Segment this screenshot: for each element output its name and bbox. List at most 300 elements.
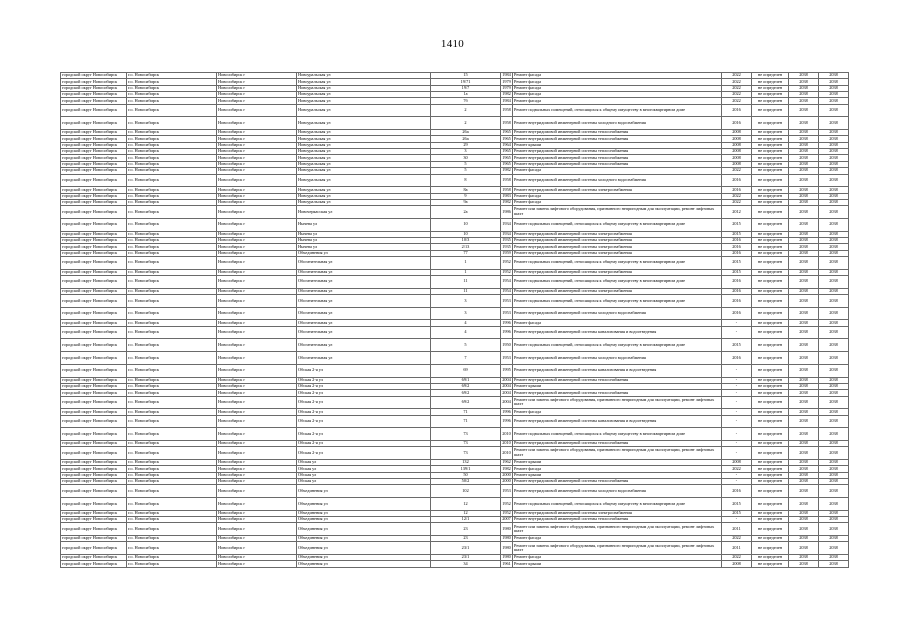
cell-settlement: Новосибирск г <box>217 320 297 326</box>
cell-build-year: 1983 <box>502 193 511 198</box>
cell-planned-end-year: 2038 <box>819 104 849 117</box>
cell-street: Обская 2-я ул <box>297 415 431 428</box>
cell-municipal-unit: г.о. Новосибирск <box>127 256 217 269</box>
cell-planned-end-year: 2038 <box>819 295 849 308</box>
cell-settlement: Новосибирск г <box>217 517 297 523</box>
cell-house-number: 23 <box>431 523 501 536</box>
cell-municipal-district: городской округ Новосибирск <box>61 383 127 389</box>
cell-planned-start-year: 2038 <box>789 390 819 396</box>
cell-house-number: 3 <box>431 149 501 155</box>
cell-municipal-unit: г.о. Новосибирск <box>127 92 217 98</box>
cell-house-number: 15 <box>431 73 501 79</box>
table-row <box>61 561 849 567</box>
cell-house-number: 10 <box>431 231 501 237</box>
cell-municipal-district: городской округ Новосибирск <box>61 561 127 567</box>
cell-settlement: Новосибирск г <box>217 428 297 441</box>
cell-last-repair-year: - <box>722 383 752 389</box>
cell-planned-start-year: 2038 <box>789 364 819 377</box>
cell-house-number: 5 <box>431 161 501 167</box>
cell-municipal-unit: г.о. Новосибирск <box>127 383 217 389</box>
cell-last-repair-year: 2016 <box>722 117 752 130</box>
cell-planned-start-year: 2038 <box>789 396 819 409</box>
cell-repair-work-type: Ремонт фасада <box>513 409 722 415</box>
cell-street: Объединения ул <box>297 542 431 555</box>
cell-settlement: Новосибирск г <box>217 161 297 167</box>
cell-planned-end-year: 2038 <box>819 428 849 441</box>
cell-settlement: Новосибирск г <box>217 250 297 256</box>
cell-repair-status: не определен <box>752 542 789 555</box>
cell-municipal-unit: г.о. Новосибирск <box>127 73 217 79</box>
cell-last-repair-year: 2022 <box>722 168 752 174</box>
cell-municipal-district: городской округ Новосибирск <box>61 130 127 136</box>
cell-build-year: 1982 <box>502 199 511 205</box>
cell-municipal-unit: г.о. Новосибирск <box>127 326 217 339</box>
cell-planned-end-year: 2038 <box>819 269 849 275</box>
cell-repair-work-type: Ремонт внутридомовой инженерной системы канализования и водоотведения <box>513 364 722 377</box>
cell-last-repair-year: 2015 <box>722 256 752 269</box>
cell-street: Новоуральская ул <box>297 161 431 167</box>
cell-street: Обская ул <box>297 479 431 485</box>
cell-settlement: Новосибирск г <box>217 383 297 389</box>
cell-repair-work-type: Ремонт внутридомовой инженерной системы теплоснабжения <box>513 390 722 396</box>
cell-build-year: 1964 <box>502 142 511 148</box>
cell-street: Новоуральская ул <box>297 104 431 117</box>
table-row <box>61 206 849 219</box>
cell-municipal-unit: г.о. Новосибирск <box>127 295 217 308</box>
cell-municipal-district: городской округ Новосибирск <box>61 174 127 187</box>
cell-repair-status: не определен <box>752 498 789 511</box>
cell-last-repair-year: 2015 <box>722 510 752 516</box>
cell-build-year: 1950 <box>501 339 513 352</box>
cell-planned-end-year: 2038 <box>819 288 849 294</box>
cell-planned-start-year: 2038 <box>789 320 819 326</box>
cell-repair-work-type: Ремонт внутридомовой инженерной системы электроснабжения <box>513 250 722 256</box>
cell-repair-work-type: Ремонт внутридомовой инженерной системы теплоснабжения <box>513 149 722 155</box>
cell-house-number: 69/2 <box>431 383 501 389</box>
table-row <box>61 307 849 320</box>
cell-build-year: 1984 <box>502 97 511 103</box>
cell-last-repair-year: 2015 <box>722 339 752 352</box>
cell-municipal-unit: г.о. Новосибирск <box>127 104 217 117</box>
cell-build-year: 2004 <box>502 377 511 382</box>
cell-municipal-unit: г.о. Новосибирск <box>127 174 217 187</box>
cell-build-year: 1954 <box>502 288 511 293</box>
cell-municipal-district: городской округ Новосибирск <box>61 447 127 460</box>
cell-build-year: 2000 <box>502 478 511 484</box>
cell-settlement: Новосибирск г <box>217 472 297 478</box>
cell-build-year: 1965 <box>502 148 511 154</box>
cell-house-number: 11 <box>431 276 501 289</box>
cell-build-year: 1965 <box>502 161 511 167</box>
cell-repair-work-type: Ремонт подвальных помещений, относящихся к общему имуществу в многоквартирном доме <box>513 218 722 231</box>
cell-house-number: 3 <box>431 307 501 320</box>
cell-repair-work-type: Ремонт внутридомовой инженерной системы электроснабжения <box>513 187 722 193</box>
cell-build-year: 2010 <box>502 440 511 446</box>
cell-planned-end-year: 2038 <box>819 199 849 205</box>
cell-build-year: 1959 <box>502 250 511 255</box>
cell-planned-end-year: 2038 <box>819 409 849 415</box>
cell-repair-status: не определен <box>752 104 789 117</box>
cell-last-repair-year: - <box>722 415 752 428</box>
cell-municipal-district: городской округ Новосибирск <box>61 536 127 542</box>
cell-build-year: 1953 <box>501 295 513 308</box>
cell-build-year: 1982 <box>502 167 511 173</box>
cell-build-year: 1996 <box>501 415 513 428</box>
cell-repair-work-type: Ремонт внутридомовой инженерной системы теплоснабжения <box>513 440 722 446</box>
cell-last-repair-year: 2016 <box>722 187 752 193</box>
cell-repair-work-type: Ремонт крыши <box>513 142 722 148</box>
cell-settlement: Новосибирск г <box>217 149 297 155</box>
cell-build-year: 1965 <box>502 154 511 160</box>
cell-municipal-district: городской округ Новосибирск <box>61 352 127 365</box>
cell-settlement: Новосибирск г <box>217 542 297 555</box>
cell-repair-status: не определен <box>752 352 789 365</box>
cell-planned-start-year: 2038 <box>789 85 819 91</box>
cell-settlement: Новосибирск г <box>217 276 297 289</box>
cell-house-number: 69 <box>431 364 501 377</box>
cell-repair-status: не определен <box>752 231 789 237</box>
table-row <box>61 339 849 352</box>
cell-planned-end-year: 2038 <box>819 339 849 352</box>
cell-planned-start-year: 2038 <box>789 307 819 320</box>
table-row <box>61 447 849 460</box>
cell-planned-start-year: 2038 <box>789 485 819 498</box>
cell-last-repair-year: - <box>722 472 752 478</box>
cell-house-number: 10/3 <box>431 237 501 243</box>
cell-repair-status: не определен <box>752 447 789 460</box>
cell-repair-status: не определен <box>752 364 789 377</box>
cell-municipal-unit: г.о. Новосибирск <box>127 390 217 396</box>
cell-house-number: 1а <box>431 92 501 98</box>
cell-repair-status: не определен <box>752 161 789 167</box>
cell-repair-status: не определен <box>752 92 789 98</box>
cell-last-repair-year: - <box>722 479 752 485</box>
cell-municipal-district: городской округ Новосибирск <box>61 199 127 205</box>
cell-repair-status: не определен <box>752 409 789 415</box>
cell-planned-end-year: 2038 <box>819 168 849 174</box>
cell-repair-status: не определен <box>752 130 789 136</box>
cell-street: Обская ул <box>297 466 431 472</box>
cell-settlement: Новосибирск г <box>217 193 297 199</box>
cell-house-number: 3 <box>431 295 501 308</box>
cell-build-year: 1980 <box>501 523 513 536</box>
cell-repair-work-type: Ремонт внутридомовой инженерной системы электроснабжения <box>513 231 722 237</box>
cell-municipal-unit: г.о. Новосибирск <box>127 307 217 320</box>
cell-street: Обская 2-я ул <box>297 409 431 415</box>
cell-planned-end-year: 2038 <box>819 149 849 155</box>
cell-repair-work-type: Ремонт внутридомовой инженерной системы теплоснабжения <box>513 130 722 136</box>
cell-last-repair-year: - <box>722 377 752 383</box>
cell-municipal-unit: г.о. Новосибирск <box>127 85 217 91</box>
cell-settlement: Новосибирск г <box>217 174 297 187</box>
cell-street: Новоуральская ул <box>297 142 431 148</box>
cell-planned-start-year: 2038 <box>789 256 819 269</box>
cell-last-repair-year: 2022 <box>722 466 752 472</box>
cell-build-year: 1952 <box>502 269 511 274</box>
cell-street: Новоуральская ул <box>297 193 431 199</box>
cell-build-year: 1995 <box>501 364 513 377</box>
cell-repair-work-type: Ремонт внутридомовой инженерной системы электроснабжения <box>513 244 722 250</box>
cell-municipal-district: городской округ Новосибирск <box>61 523 127 536</box>
cell-repair-status: не определен <box>752 149 789 155</box>
cell-municipal-district: городской округ Новосибирск <box>61 307 127 320</box>
cell-planned-end-year: 2038 <box>819 498 849 511</box>
cell-planned-start-year: 2038 <box>789 104 819 117</box>
cell-repair-status: не определен <box>752 523 789 536</box>
cell-repair-work-type: Ремонт внутридомовой инженерной системы теплоснабжения <box>513 479 722 485</box>
cell-last-repair-year: - <box>722 440 752 446</box>
cell-municipal-unit: г.о. Новосибирск <box>127 396 217 409</box>
cell-street: Новоуральская ул <box>297 79 431 85</box>
cell-repair-status: не определен <box>752 390 789 396</box>
cell-planned-start-year: 2038 <box>789 79 819 85</box>
cell-planned-end-year: 2038 <box>819 352 849 365</box>
cell-street: Обогатительная ул <box>297 269 431 275</box>
cell-last-repair-year: 2016 <box>722 244 752 250</box>
cell-house-number: 1 <box>431 256 501 269</box>
cell-last-repair-year: - <box>722 517 752 523</box>
cell-last-repair-year: 2022 <box>722 79 752 85</box>
cell-street: Новоуральская ул <box>297 130 431 136</box>
cell-settlement: Новосибирск г <box>217 218 297 231</box>
cell-house-number: 11 <box>431 288 501 294</box>
cell-house-number: 9 <box>431 193 501 199</box>
cell-last-repair-year: 2022 <box>722 98 752 104</box>
cell-street: Новоуральская ул <box>297 92 431 98</box>
cell-house-number: 50/2 <box>431 479 501 485</box>
cell-settlement: Новосибирск г <box>217 555 297 561</box>
cell-build-year: 1996 <box>501 326 513 339</box>
cell-planned-end-year: 2038 <box>819 130 849 136</box>
cell-repair-status: не определен <box>752 555 789 561</box>
cell-settlement: Новосибирск г <box>217 561 297 567</box>
cell-last-repair-year: 2011 <box>722 523 752 536</box>
cell-repair-status: не определен <box>752 218 789 231</box>
cell-planned-start-year: 2038 <box>789 73 819 79</box>
cell-street: Обская 2-я ул <box>297 447 431 460</box>
cell-street: Новоуральская ул <box>297 136 431 142</box>
cell-build-year: 1965 <box>502 135 511 141</box>
cell-repair-work-type: Ремонт фасада <box>513 320 722 326</box>
cell-planned-end-year: 2038 <box>819 79 849 85</box>
cell-house-number: 19/7 <box>431 85 501 91</box>
cell-house-number: 26а <box>431 130 501 136</box>
cell-planned-end-year: 2038 <box>819 193 849 199</box>
cell-planned-start-year: 2038 <box>789 130 819 136</box>
cell-settlement: Новосибирск г <box>217 288 297 294</box>
cell-house-number: 1 <box>431 269 501 275</box>
cell-build-year: 2004 <box>502 383 511 389</box>
cell-house-number: 73 <box>431 447 501 460</box>
cell-build-year: 1982 <box>502 91 511 97</box>
cell-municipal-district: городской округ Новосибирск <box>61 364 127 377</box>
cell-settlement: Новосибирск г <box>217 326 297 339</box>
cell-settlement: Новосибирск г <box>217 136 297 142</box>
cell-municipal-district: городской округ Новосибирск <box>61 206 127 219</box>
cell-house-number: 4 <box>431 320 501 326</box>
cell-settlement: Новосибирск г <box>217 79 297 85</box>
cell-municipal-district: городской округ Новосибирск <box>61 396 127 409</box>
cell-build-year: 1979 <box>502 85 511 90</box>
table-row <box>61 485 849 498</box>
cell-planned-start-year: 2038 <box>789 409 819 415</box>
cell-house-number: 26а <box>431 136 501 142</box>
cell-municipal-unit: г.о. Новосибирск <box>127 555 217 561</box>
cell-repair-status: не определен <box>752 276 789 289</box>
cell-municipal-district: городской округ Новосибирск <box>61 155 127 161</box>
table-row <box>61 276 849 289</box>
cell-house-number: 2/13 <box>431 244 501 250</box>
cell-planned-start-year: 2038 <box>789 326 819 339</box>
cell-house-number: 73 <box>431 440 501 446</box>
cell-municipal-unit: г.о. Новосибирск <box>127 459 217 465</box>
cell-planned-start-year: 2038 <box>789 542 819 555</box>
cell-street: Новочеркасская ул <box>297 206 431 219</box>
cell-planned-end-year: 2038 <box>819 440 849 446</box>
table-row <box>61 218 849 231</box>
cell-build-year: 1962 <box>502 459 511 465</box>
cell-settlement: Новосибирск г <box>217 168 297 174</box>
cell-municipal-district: городской округ Новосибирск <box>61 218 127 231</box>
cell-repair-status: не определен <box>752 85 789 91</box>
cell-house-number: 23 <box>431 536 501 542</box>
cell-street: Обская 2-я ул <box>297 396 431 409</box>
cell-planned-end-year: 2038 <box>819 117 849 130</box>
cell-street: Объединения ул <box>297 523 431 536</box>
cell-build-year: 1953 <box>501 307 513 320</box>
cell-settlement: Новосибирск г <box>217 256 297 269</box>
cell-settlement: Новосибирск г <box>217 155 297 161</box>
cell-planned-end-year: 2038 <box>819 415 849 428</box>
cell-street: Новоуральская ул <box>297 117 431 130</box>
cell-build-year: 2004 <box>502 389 511 395</box>
cell-repair-status: не определен <box>752 479 789 485</box>
cell-municipal-district: городской округ Новосибирск <box>61 510 127 516</box>
cell-house-number: 10 <box>431 218 501 231</box>
cell-repair-work-type: Ремонт или замена лифтового оборудования, признанного непригодным для эксплуатации, ремонт лифтовых шахт <box>513 396 722 409</box>
cell-street: Новоуральская ул <box>297 73 431 79</box>
cell-planned-end-year: 2038 <box>819 472 849 478</box>
cell-planned-start-year: 2038 <box>789 98 819 104</box>
cell-repair-status: не определен <box>752 168 789 174</box>
cell-build-year: 2004 <box>501 396 513 409</box>
cell-municipal-district: городской округ Новосибирск <box>61 472 127 478</box>
cell-repair-work-type: Ремонт или замена лифтового оборудования, признанного непригодным для эксплуатации, ремонт лифтовых шахт <box>513 447 722 460</box>
cell-planned-start-year: 2038 <box>789 142 819 148</box>
cell-municipal-district: городской округ Новосибирск <box>61 428 127 441</box>
cell-build-year: 1935 <box>502 237 511 243</box>
cell-repair-status: не определен <box>752 326 789 339</box>
cell-planned-end-year: 2038 <box>819 98 849 104</box>
cell-municipal-district: городской округ Новосибирск <box>61 320 127 326</box>
cell-municipal-unit: г.о. Новосибирск <box>127 187 217 193</box>
cell-settlement: Новосибирск г <box>217 498 297 511</box>
cell-street: Объединения ул <box>297 517 431 523</box>
cell-planned-end-year: 2038 <box>819 396 849 409</box>
cell-municipal-unit: г.о. Новосибирск <box>127 206 217 219</box>
cell-planned-end-year: 2038 <box>819 250 849 256</box>
cell-municipal-district: городской округ Новосибирск <box>61 542 127 555</box>
cell-planned-end-year: 2038 <box>819 276 849 289</box>
cell-municipal-district: городской округ Новосибирск <box>61 377 127 383</box>
cell-municipal-unit: г.о. Новосибирск <box>127 288 217 294</box>
cell-planned-start-year: 2038 <box>789 510 819 516</box>
cell-planned-start-year: 2038 <box>789 199 819 205</box>
cell-house-number: 71 <box>431 409 501 415</box>
cell-municipal-unit: г.о. Новосибирск <box>127 352 217 365</box>
cell-planned-start-year: 2038 <box>789 466 819 472</box>
cell-repair-status: не определен <box>752 561 789 567</box>
table-row <box>61 352 849 365</box>
cell-settlement: Новосибирск г <box>217 447 297 460</box>
cell-municipal-district: городской округ Новосибирск <box>61 117 127 130</box>
cell-street: Новоуральская ул <box>297 168 431 174</box>
cell-house-number: 19/71 <box>431 79 501 85</box>
cell-repair-status: не определен <box>752 250 789 256</box>
cell-repair-work-type: Ремонт фасада <box>513 555 722 561</box>
cell-build-year: 1952 <box>502 510 511 516</box>
cell-last-repair-year: 2022 <box>722 85 752 91</box>
cell-municipal-district: городской округ Новосибирск <box>61 161 127 167</box>
cell-planned-start-year: 2038 <box>789 136 819 142</box>
cell-street: Объединения ул <box>297 561 431 567</box>
cell-build-year: 1953 <box>501 485 513 498</box>
cell-planned-end-year: 2038 <box>819 218 849 231</box>
cell-planned-start-year: 2038 <box>789 237 819 243</box>
cell-municipal-district: городской округ Новосибирск <box>61 498 127 511</box>
cell-municipal-unit: г.о. Новосибирск <box>127 320 217 326</box>
cell-last-repair-year: - <box>722 428 752 441</box>
cell-build-year: 1952 <box>501 256 513 269</box>
cell-repair-status: не определен <box>752 459 789 465</box>
cell-street: Объединения ул <box>297 250 431 256</box>
cell-repair-status: не определен <box>752 193 789 199</box>
cell-street: Обогатительная ул <box>297 276 431 289</box>
cell-street: Обская 2-я ул <box>297 390 431 396</box>
cell-planned-end-year: 2038 <box>819 517 849 523</box>
cell-last-repair-year: - <box>722 409 752 415</box>
cell-repair-work-type: Ремонт или замена лифтового оборудования, признанного непригодным для эксплуатации, ремонт лифтовых шахт <box>513 206 722 219</box>
cell-planned-start-year: 2038 <box>789 269 819 275</box>
cell-planned-end-year: 2038 <box>819 510 849 516</box>
table-row <box>61 104 849 117</box>
cell-repair-work-type: Ремонт или замена лифтового оборудования, признанного непригодным для эксплуатации, ремонт лифтовых шахт <box>513 523 722 536</box>
table-row <box>61 117 849 130</box>
cell-house-number: 12 <box>431 510 501 516</box>
cell-last-repair-year: 2016 <box>722 307 752 320</box>
cell-repair-work-type: Ремонт внутридомовой инженерной системы холодного водоснабжения <box>513 117 722 130</box>
cell-settlement: Новосибирск г <box>217 466 297 472</box>
cell-planned-start-year: 2038 <box>789 161 819 167</box>
cell-settlement: Новосибирск г <box>217 377 297 383</box>
cell-repair-status: не определен <box>752 73 789 79</box>
cell-house-number: 2 <box>431 117 501 130</box>
cell-last-repair-year: 2011 <box>722 542 752 555</box>
cell-planned-end-year: 2038 <box>819 136 849 142</box>
cell-municipal-unit: г.о. Новосибирск <box>127 98 217 104</box>
cell-repair-work-type: Ремонт крыши <box>513 472 722 478</box>
cell-build-year: 1934 <box>502 231 511 236</box>
cell-house-number: 7 <box>431 352 501 365</box>
cell-repair-status: не определен <box>752 79 789 85</box>
cell-repair-work-type: Ремонт фасада <box>513 85 722 91</box>
cell-planned-end-year: 2038 <box>819 561 849 567</box>
cell-municipal-unit: г.о. Новосибирск <box>127 415 217 428</box>
cell-street: Нычева ул <box>297 237 431 243</box>
cell-settlement: Новосибирск г <box>217 307 297 320</box>
cell-municipal-unit: г.о. Новосибирск <box>127 269 217 275</box>
cell-planned-start-year: 2038 <box>789 472 819 478</box>
